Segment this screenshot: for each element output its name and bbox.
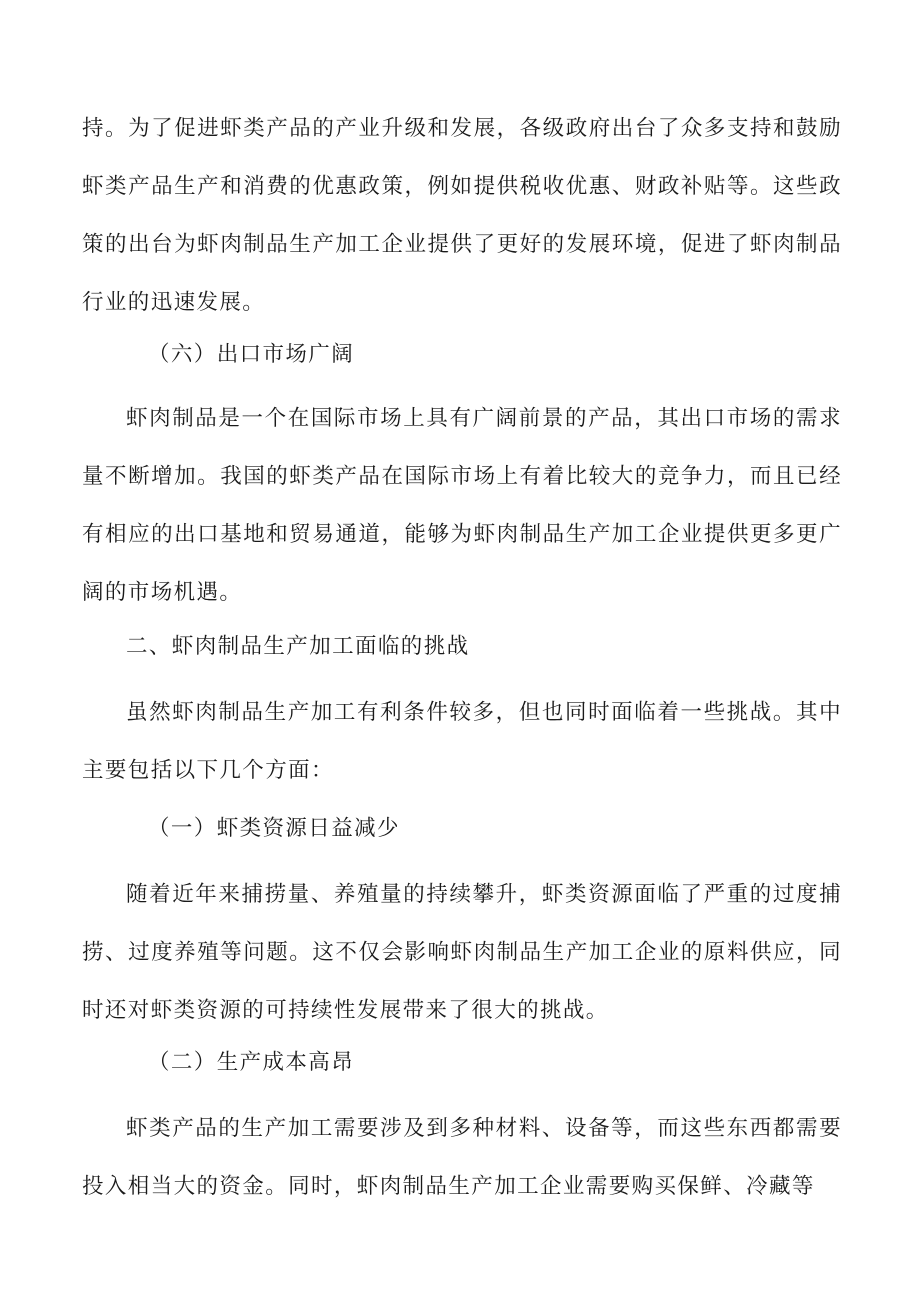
paragraph-challenges-intro: 虽然虾肉制品生产加工有利条件较多，但也同时面临着一些挑战。其中主要包括以下几个方面：	[82, 700, 842, 783]
heading-challenges: 二、虾肉制品生产加工面临的挑战	[126, 634, 470, 659]
heading-production-cost: （二）生产成本高昂	[148, 1050, 355, 1075]
paragraph-production-cost: 虾类产品的生产加工需要涉及到多种材料、设备等，而这些东西都需要投入相当大的资金。同时，虾肉制品生产加工企业需要购买保鲜、冷藏等	[82, 1116, 842, 1199]
paragraph-policy-support: 持。为了促进虾类产品的产业升级和发展，各级政府出台了众多支持和鼓励虾类产品生产和消费的优惠政策，例如提供税收优惠、财政补贴等。这些政策的出台为虾肉制品生产加工企业提供了更好的发展环境，促进了虾肉制品行业的迅速发展。	[82, 116, 842, 315]
paragraph-resource-decline: 随着近年来捕捞量、养殖量的持续攀升，虾类资源面临了严重的过度捕捞、过度养殖等问题。这不仅会影响虾肉制品生产加工企业的原料供应，同时还对虾类资源的可持续性发展带来了很大的挑战。	[82, 882, 842, 1023]
heading-resource-decline: （一）虾类资源日益减少	[148, 816, 400, 841]
paragraph-export-market: 虾肉制品是一个在国际市场上具有广阔前景的产品，其出口市场的需求量不断增加。我国的虾类产品在国际市场上有着比较大的竞争力，而且已经有相应的出口基地和贸易通道，能够为虾肉制品生产加工企业提供更多更广阔的市场机遇。	[82, 406, 842, 605]
heading-export-market: （六）出口市场广阔	[148, 342, 355, 367]
